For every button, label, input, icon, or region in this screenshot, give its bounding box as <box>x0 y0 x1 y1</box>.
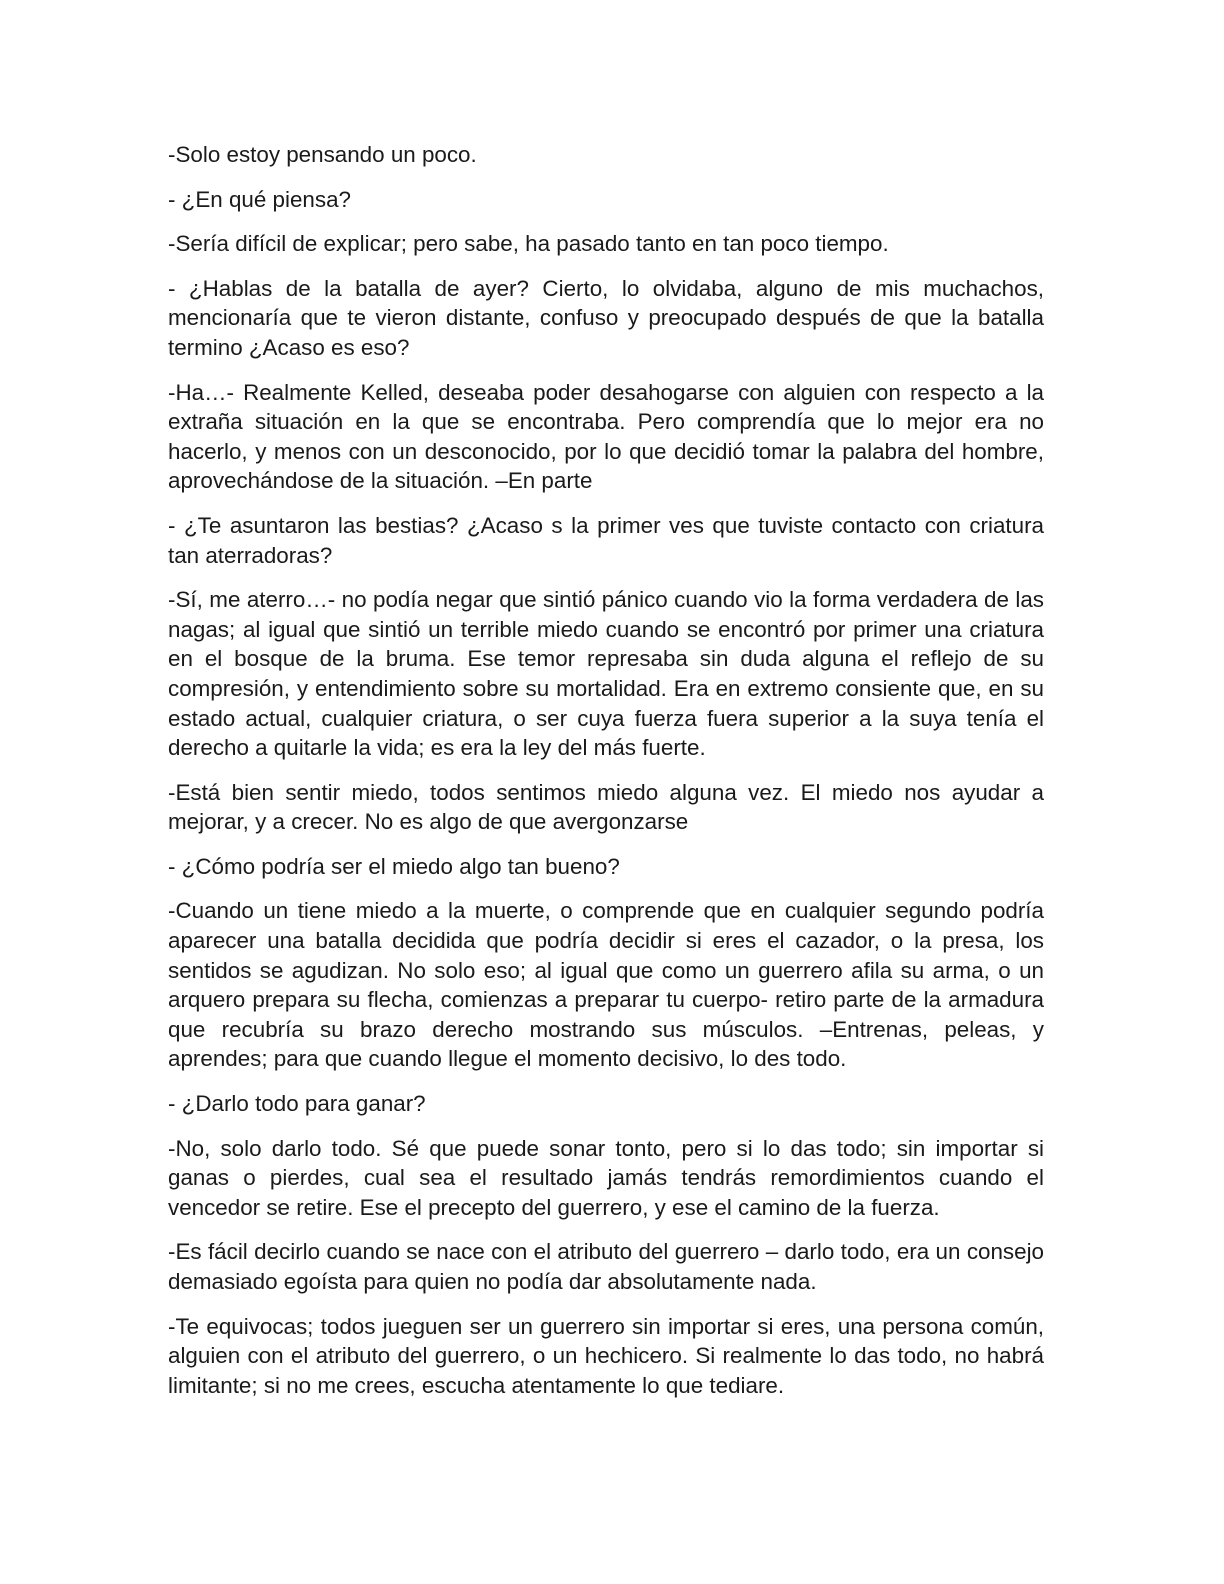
paragraph-5: -Ha…- Realmente Kelled, deseaba poder desahogarse con alguien con respecto a la extraña situación en la que se encontraba. Pero comprendía que lo mejor era no hacerlo, y menos con un desconocido, por lo que decidió tomar la palabra del hombre, aprovechándose de la situación. –En parte <box>168 379 1044 494</box>
paragraph-4: - ¿Hablas de la batalla de ayer? Cierto, lo olvidaba, alguno de mis muchachos, mencionaría que te vieron distante, confuso y preocupado después de que la batalla termino ¿Acaso es eso? <box>168 275 1044 360</box>
document-page <box>168 140 1044 1415</box>
paragraph-14: -Te equivocas; todos jueguen ser un guerrero sin importar si eres, una persona común, alguien con el atributo del guerrero, o un hechicero. Si realmente lo das todo, no habrá limitante; si no me crees, escucha atentamente lo que tediare. <box>168 1313 1044 1398</box>
paragraph-11: - ¿Darlo todo para ganar? <box>168 1091 426 1117</box>
paragraph-10: -Cuando un tiene miedo a la muerte, o comprende que en cualquier segundo podría aparecer una batalla decidida que podría decidir si eres el cazador, o la presa, los sentidos se agudizan. No solo eso; al igual que como un guerrero afila su arma, o un arquero prepara su flecha, comienzas a preparar tu cuerpo- retiro parte de la armadura que recubría su brazo derecho mostrando sus músculos. –Entrenas, peleas, y aprendes; para que cuando llegue el momento decisivo, lo des todo. <box>168 898 1044 1072</box>
paragraph-9: - ¿Cómo podría ser el miedo algo tan bueno? <box>168 853 620 879</box>
paragraph-1: -Solo estoy pensando un poco. <box>168 142 477 167</box>
paragraph-8: -Está bien sentir miedo, todos sentimos miedo alguna vez. El miedo nos ayudar a mejorar, y a crecer. No es algo de que avergonzarse <box>168 779 1044 835</box>
paragraph-3: -Sería difícil de explicar; pero sabe, ha pasado tanto en tan poco tiempo. <box>168 231 889 257</box>
paragraph-7: -Sí, me aterro…- no podía negar que sintió pánico cuando vio la forma verdadera de las nagas; al igual que sintió un terrible miedo cuando se encontró por primer una criatura en el bosque de la bruma. Ese temor represaba sin duda alguna el reflejo de su compresión, y entendimiento sobre su mortalidad. Era en extremo consiente que, en su estado actual, cualquier criatura, o ser cuya fuerza fuera superior a la suya tenía el derecho a quitarle la vida; es era la ley del más fuerte. <box>168 587 1044 761</box>
paragraph-6: - ¿Te asuntaron las bestias? ¿Acaso s la primer ves que tuviste contacto con criatura tan aterradoras? <box>168 512 1044 568</box>
paragraph-12: -No, solo darlo todo. Sé que puede sonar tonto, pero si lo das todo; sin importar si ganas o pierdes, cual sea el resultado jamás tendrás remordimientos cuando el vencedor se retire. Ese el precepto del guerrero, y ese el camino de la fuerza. <box>168 1135 1044 1220</box>
paragraph-13: -Es fácil decirlo cuando se nace con el atributo del guerrero – darlo todo, era un consejo demasiado egoísta para quien no podía dar absolutamente nada. <box>168 1239 1044 1294</box>
paragraph-2: - ¿En qué piensa? <box>168 186 351 212</box>
